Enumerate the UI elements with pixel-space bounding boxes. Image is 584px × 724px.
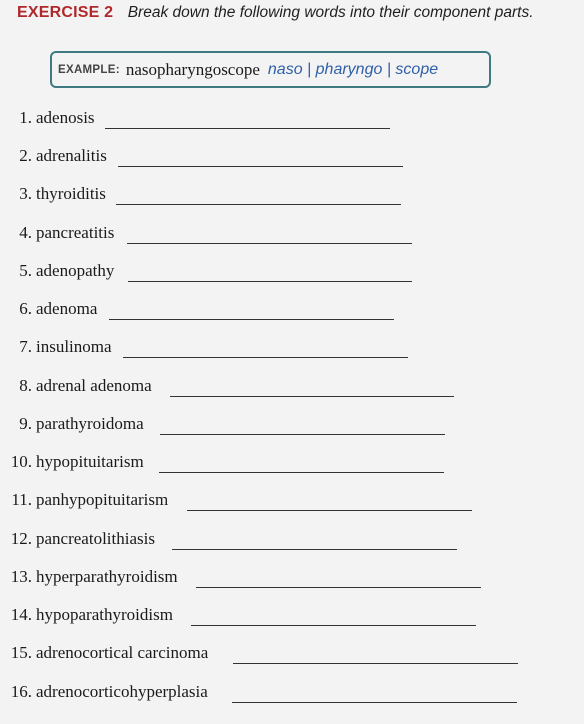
answer-line[interactable] [127, 243, 412, 244]
item-word: insulinoma [36, 337, 112, 356]
item-number: 2. [19, 146, 32, 165]
answer-line[interactable] [123, 357, 408, 358]
item-word: parathyroidoma [36, 414, 144, 433]
exercise-item [0, 376, 584, 414]
answer-line[interactable] [160, 434, 445, 435]
exercise-item [0, 452, 584, 490]
item-number: 7. [19, 337, 32, 356]
exercise-label: EXERCISE 2 [17, 4, 114, 21]
answer-line[interactable] [109, 319, 394, 320]
item-number: 6. [19, 299, 32, 318]
item-number: 14. [10, 605, 32, 624]
item-word: thyroiditis [36, 184, 106, 203]
answer-line[interactable] [118, 166, 403, 167]
exercise-item [0, 567, 584, 605]
example-word: nasopharyngoscope [125, 59, 260, 79]
exercise-instructions: Break down the following words into their component parts. [127, 4, 534, 21]
exercise-item [0, 108, 584, 146]
exercise-item [0, 261, 584, 299]
item-word: adenoma [36, 299, 98, 318]
item-number: 9. [19, 414, 32, 433]
item-number: 8. [19, 376, 32, 395]
item-word: adrenalitis [36, 146, 107, 165]
item-number: 1. [19, 108, 32, 127]
item-word: adrenal adenoma [36, 376, 152, 395]
item-word: pancreatitis [36, 223, 115, 242]
answer-line[interactable] [196, 587, 481, 588]
item-word: hypopituitarism [36, 452, 144, 471]
exercise-item [0, 299, 584, 337]
item-number: 5. [19, 261, 32, 280]
exercise-item [0, 643, 584, 681]
item-word: adenosis [36, 108, 95, 127]
answer-line[interactable] [105, 128, 390, 129]
example-answer: naso | pharyngo | scope [267, 60, 439, 78]
item-number: 11. [11, 490, 32, 509]
answer-line[interactable] [172, 549, 457, 550]
exercise-item [0, 414, 584, 452]
item-number: 15. [10, 643, 32, 662]
item-number: 10. [10, 452, 32, 471]
answer-line[interactable] [128, 281, 412, 282]
item-number: 13. [10, 567, 32, 586]
item-number: 4. [19, 223, 32, 242]
item-word: pancreatolithiasis [36, 529, 155, 548]
item-word: panhypopituitarism [36, 490, 169, 509]
answer-line[interactable] [232, 702, 517, 703]
exercise-item [0, 146, 584, 184]
exercise-item [0, 682, 584, 720]
exercise-item [0, 605, 584, 643]
item-number: 3. [19, 184, 32, 203]
example-tag: EXAMPLE: [58, 63, 120, 76]
exercise-item [0, 337, 584, 375]
item-number: 12. [10, 529, 32, 548]
answer-line[interactable] [191, 625, 476, 626]
exercise-item [0, 529, 584, 567]
answer-line[interactable] [116, 204, 401, 205]
answer-line[interactable] [170, 396, 454, 397]
exercise-item [0, 223, 584, 261]
item-number: 16. [10, 682, 32, 701]
exercise-item [0, 184, 584, 222]
answer-line[interactable] [159, 472, 444, 473]
item-word: adrenocortical carcinoma [36, 643, 209, 662]
answer-line[interactable] [187, 510, 472, 511]
exercise-item [0, 490, 584, 528]
item-word: hyperparathyroidism [36, 567, 178, 586]
answer-line[interactable] [233, 663, 518, 664]
item-word: hypoparathyroidism [36, 605, 173, 624]
item-word: adrenocorticohyperplasia [36, 682, 208, 701]
item-word: adenopathy [36, 261, 115, 280]
